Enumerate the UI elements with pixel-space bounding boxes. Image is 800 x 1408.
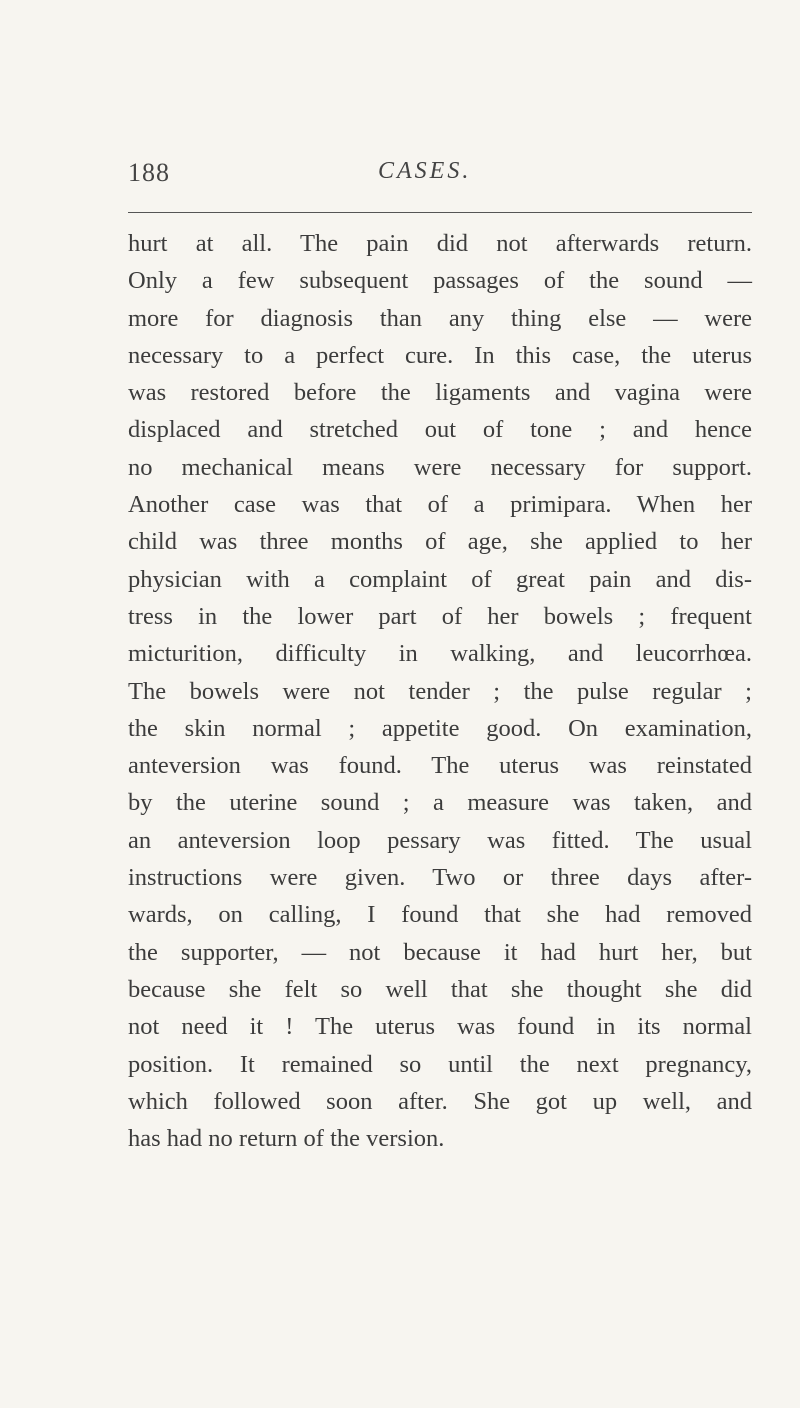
text-line: physician with a complaint of great pain and dis- (128, 565, 752, 593)
text-line: more for diagnosis than any thing else — were (128, 304, 752, 332)
page-number: 188 (128, 158, 170, 187)
text-line: no mechanical means were necessary for support. (128, 453, 752, 481)
text-line: necessary to a perfect cure. In this case, the uterus (128, 341, 752, 369)
text-line: not need it ! The uterus was found in its normal (128, 1013, 752, 1041)
running-head: CASES. (378, 158, 472, 184)
text-line: The bowels were not tender ; the pulse regular ; (128, 677, 752, 705)
text-line: was restored before the ligaments and vagina were (128, 379, 752, 407)
text-line: anteversion was found. The uterus was reinstated (128, 752, 752, 780)
text-line: child was three months of age, she applied to her (128, 528, 752, 556)
header-rule (128, 212, 752, 213)
text-line: the skin normal ; appetite good. On examination, (128, 714, 752, 742)
text-line: because she felt so well that she thought she did (128, 975, 752, 1003)
text-line: micturition, difficulty in walking, and leucorrhœa. (128, 640, 752, 668)
text-line: hurt at all. The pain did not afterwards return. (128, 230, 752, 257)
text-line: wards, on calling, I found that she had removed (128, 901, 752, 929)
text-line: the supporter, — not because it had hurt her, but (128, 938, 752, 966)
text-line: instructions were given. Two or three days after- (128, 864, 752, 892)
text-line: an anteversion loop pessary was fitted. The usual (128, 826, 752, 854)
text-line: by the uterine sound ; a measure was taken, and (128, 789, 752, 817)
text-line: has had no return of the version. (128, 1125, 445, 1153)
text-line: tress in the lower part of her bowels ; frequent (128, 602, 752, 630)
text-line: displaced and stretched out of tone ; and hence (128, 416, 752, 444)
text-line: Another case was that of a primipara. When her (128, 491, 752, 519)
page-header (128, 158, 752, 198)
body-text (128, 225, 752, 1157)
text-line: position. It remained so until the next pregnancy, (128, 1050, 752, 1078)
text-line: which followed soon after. She got up well, and (128, 1087, 752, 1115)
text-line: Only a few subsequent passages of the sound — (128, 267, 752, 295)
